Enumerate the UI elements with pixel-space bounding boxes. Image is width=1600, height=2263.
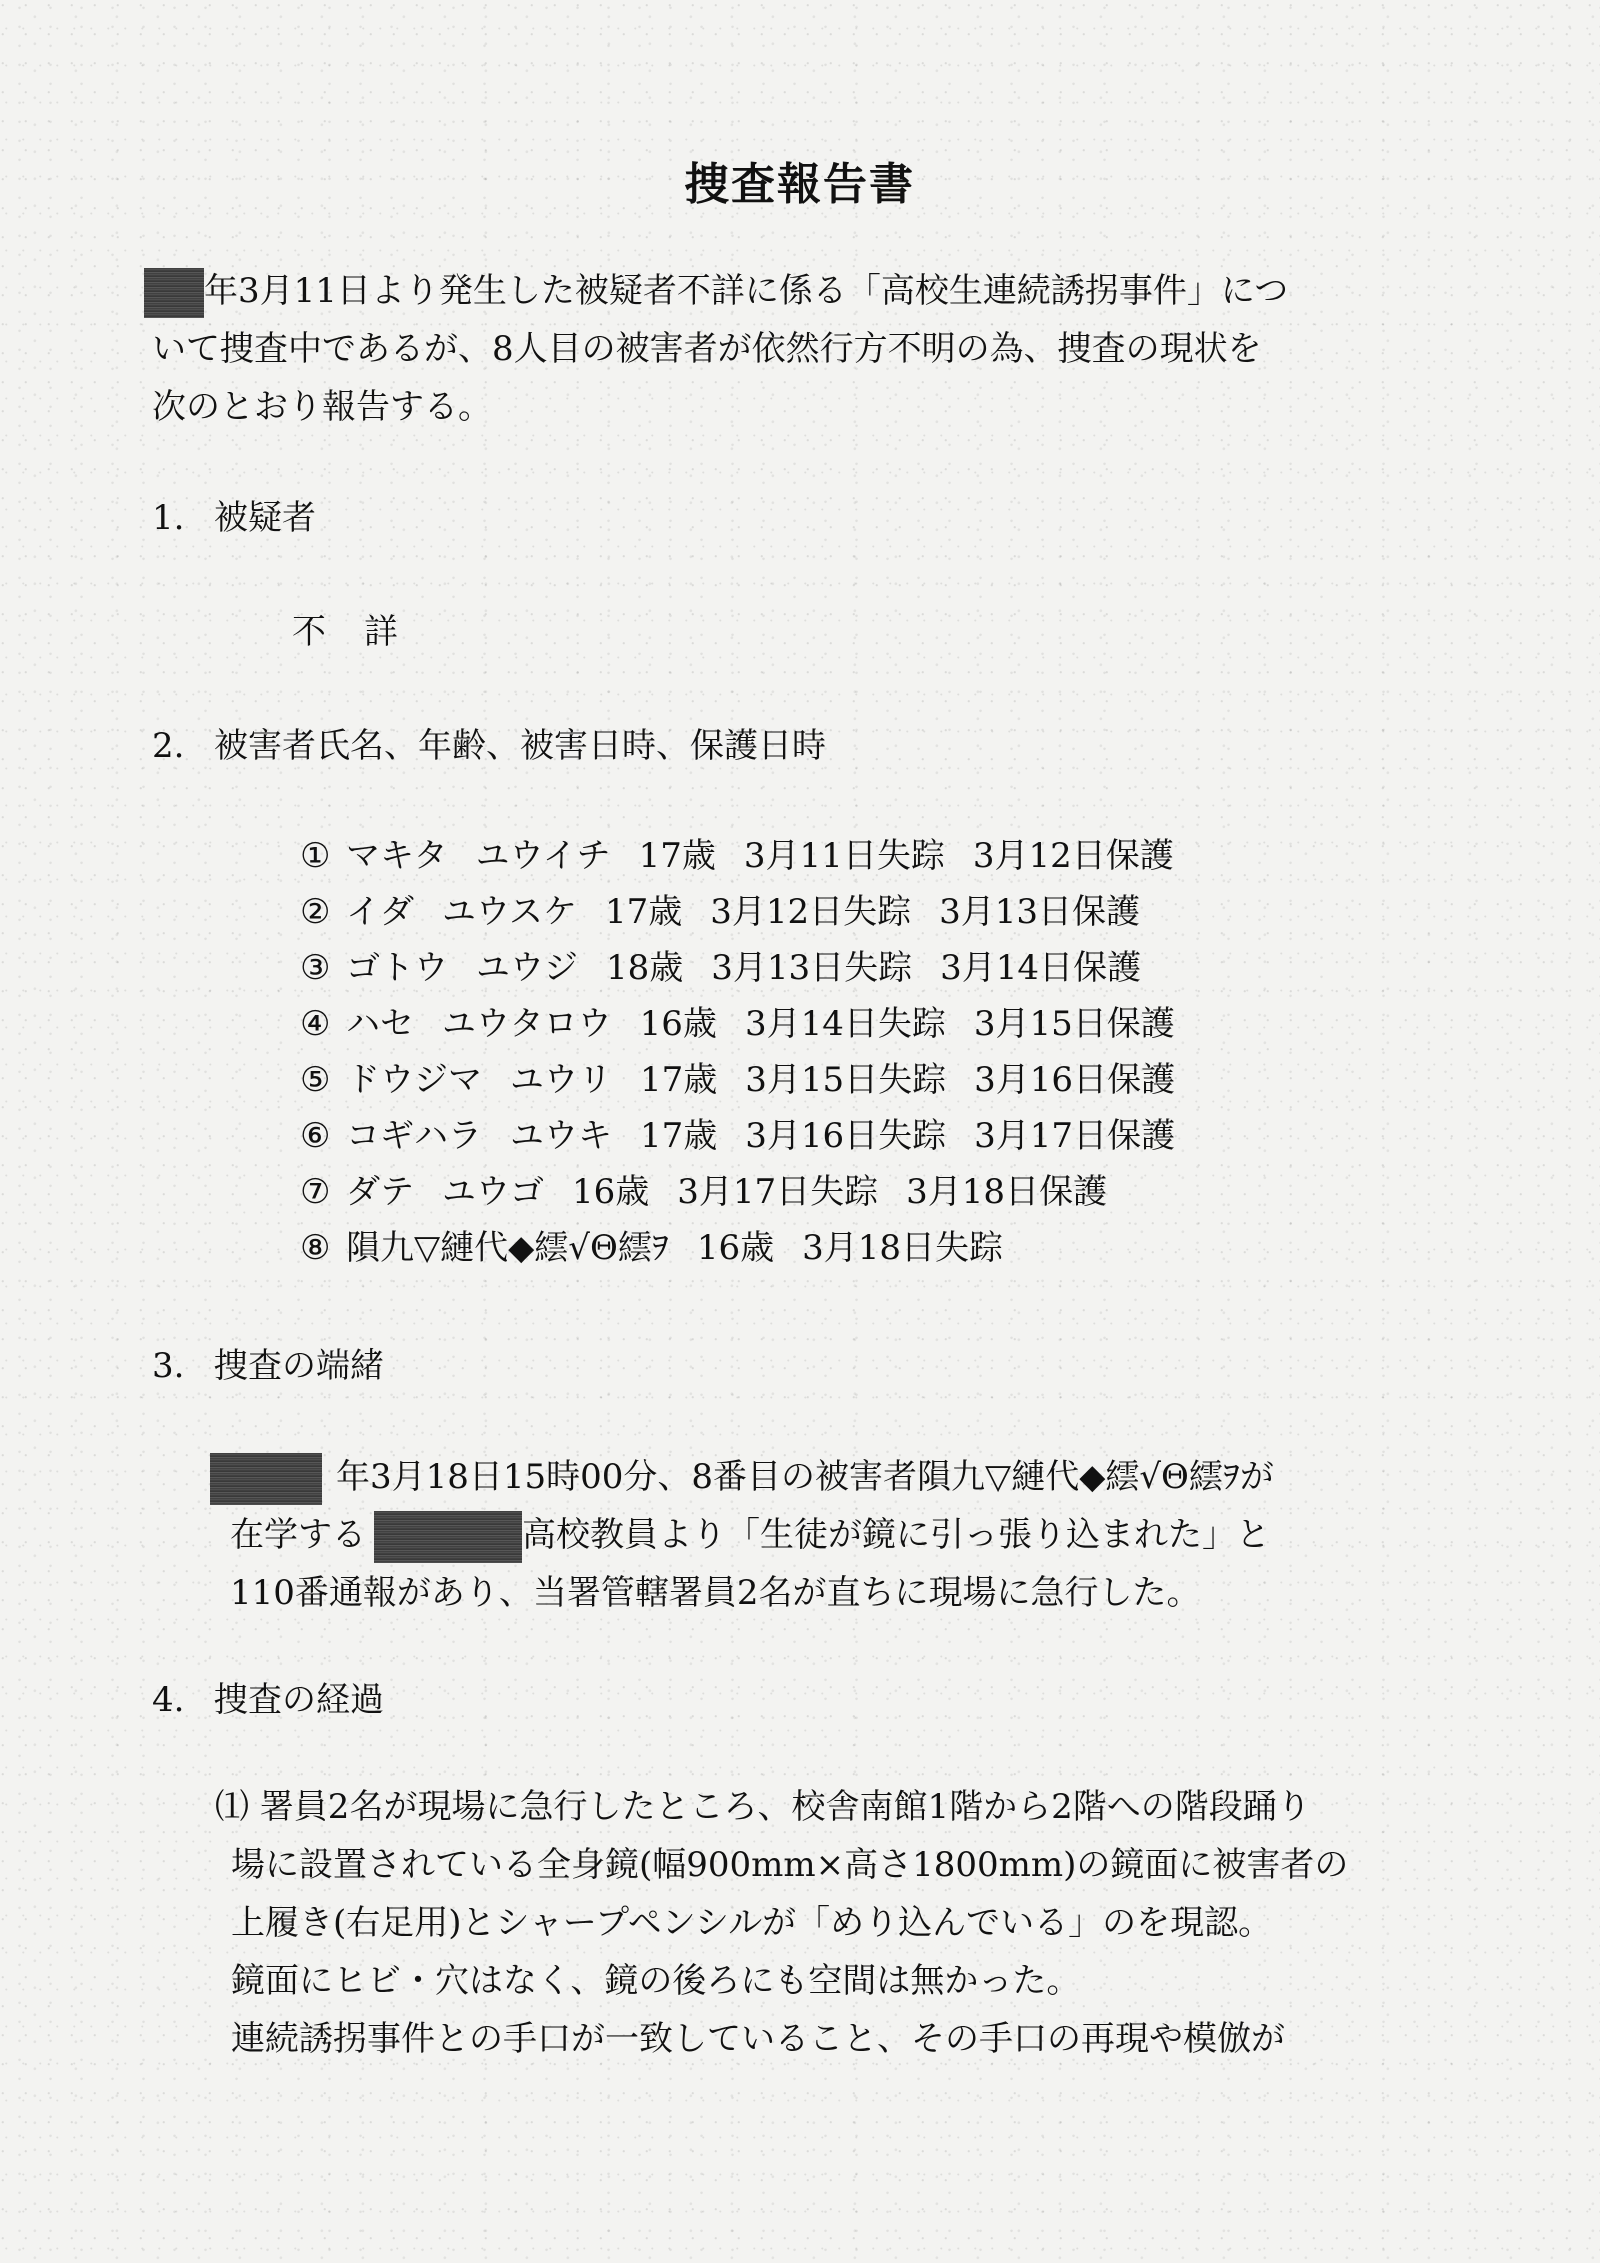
redaction-block [210, 1453, 322, 1505]
victim-given-name: ユウスケ [442, 892, 577, 932]
section-heading-suspect [152, 490, 316, 539]
origin-text: 在学する [230, 1515, 366, 1555]
victim-number: ③ [300, 948, 331, 988]
victim-surname: ハセ [346, 1004, 414, 1044]
progress-line: ⑴ 署員2名が現場に急行したところ、校舎南館1階から2階への階段踊り [215, 1787, 1311, 1827]
victim-row [300, 1108, 1175, 1164]
victim-rescued-date: 3月17日保護 [974, 1116, 1176, 1156]
victim-number: ④ [300, 1004, 331, 1044]
origin-line [210, 1448, 1274, 1506]
victim-number: ⑧ [300, 1228, 331, 1268]
redaction-block [374, 1511, 522, 1563]
victim-rescued-date: 3月18日保護 [906, 1172, 1108, 1212]
victim-age: 16歳 [639, 1004, 717, 1044]
victim-missing-date: 3月14日失踪 [744, 1004, 946, 1044]
victim-number: ② [300, 892, 331, 932]
progress-line: 場に設置されている全身鏡(幅900mm×高さ1800mm)の鏡面に被害者の [231, 1845, 1349, 1885]
victim-age: 16歳 [572, 1172, 650, 1212]
victim-age: 17歳 [640, 1116, 718, 1156]
victim-rescued-date: 3月15日保護 [973, 1004, 1175, 1044]
victim-rescued-date: 3月16日保護 [974, 1060, 1176, 1100]
victim-given-name: ユウゴ [442, 1172, 544, 1212]
victim-number: ⑦ [300, 1172, 331, 1212]
victim-number: ⑤ [300, 1060, 331, 1100]
victim-row [300, 828, 1175, 884]
victim-surname: ゴトウ [346, 948, 448, 988]
victim-age: 16歳 [696, 1228, 775, 1268]
victim-surname: ダテ [346, 1172, 414, 1212]
victim-row [300, 1052, 1175, 1108]
victim-surname: ドウジマ [346, 1060, 482, 1100]
section-title: 被疑者 [214, 498, 316, 538]
victim-missing-date: 3月16日失踪 [745, 1116, 947, 1156]
victim-surname: コギハラ [346, 1116, 482, 1156]
victim-row [300, 884, 1175, 940]
victim-row [300, 940, 1175, 996]
victim-age: 17歳 [638, 836, 716, 876]
progress-paragraph [215, 1778, 1348, 2068]
origin-paragraph [230, 1448, 1274, 1622]
origin-text: 高校教員より「生徒が鏡に引っ張り込まれた」と [522, 1515, 1270, 1555]
victim-rescued-date: 3月12日保護 [972, 836, 1174, 876]
section-heading-progress [152, 1672, 384, 1721]
victim-garbled-name: 隕九▽縺代◆繧√Θ繧ｦ [346, 1228, 669, 1268]
suspect-unknown: 不 詳 [292, 612, 400, 652]
victim-number: ① [300, 836, 331, 876]
intro-line: いて捜査中であるが、8人目の被害者が依然行方不明の為、捜査の現状を [152, 329, 1262, 369]
origin-line [230, 1506, 1274, 1564]
victim-given-name: ユウジ [476, 948, 578, 988]
victim-row [300, 1164, 1175, 1220]
victim-rescued-date: 3月14日保護 [940, 948, 1142, 988]
origin-text: 年3月18日15時00分、8番目の被害者隕九▽縺代◆繧√Θ繧ｦが [336, 1457, 1274, 1497]
victim-number: ⑥ [300, 1116, 331, 1156]
progress-line: 鏡面にヒビ・穴はなく、鏡の後ろにも空間は無かった。 [231, 1961, 1081, 2001]
victim-missing-date: 3月13日失踪 [711, 948, 913, 988]
victim-age: 17歳 [604, 892, 683, 932]
intro-text: 年3月11日より発生した被疑者不詳に係る「高校生連続誘拐事件」につ [204, 271, 1289, 311]
victim-surname: イダ [346, 892, 414, 932]
section-number: 4. [152, 1680, 185, 1720]
victim-list [300, 828, 1175, 1276]
victim-given-name: ユウリ [510, 1060, 612, 1100]
victim-given-name: ユウキ [510, 1116, 612, 1156]
victim-surname: マキタ [346, 836, 448, 876]
intro-line [152, 262, 1432, 320]
section-title: 捜査の端緒 [214, 1346, 384, 1386]
section-title: 捜査の経過 [214, 1680, 384, 1720]
victim-rescued-date: 3月13日保護 [939, 892, 1141, 932]
intro-line: 次のとおり報告する。 [152, 387, 492, 427]
section-number: 2. [152, 726, 185, 766]
victim-missing-date: 3月12日失踪 [710, 892, 912, 932]
origin-line: 110番通報があり、当署管轄署員2名が直ちに現場に急行した。 [230, 1573, 1201, 1613]
redaction-block [144, 268, 204, 318]
section-number: 1. [152, 498, 185, 538]
victim-given-name: ユウイチ [475, 836, 611, 876]
section-number: 3. [152, 1346, 185, 1386]
section-heading-victims [152, 718, 826, 767]
section-title: 被害者氏名、年齢、被害日時、保護日時 [214, 726, 826, 766]
section-heading-origin [152, 1338, 384, 1387]
victim-row [300, 1220, 1175, 1276]
victim-missing-date: 3月11日失踪 [743, 836, 945, 876]
victim-missing-date: 3月15日失踪 [745, 1060, 947, 1100]
victim-age: 18歳 [606, 948, 684, 988]
progress-line: 連続誘拐事件との手口が一致していること、その手口の再現や模倣が [231, 2019, 1285, 2059]
victim-age: 17歳 [640, 1060, 718, 1100]
progress-line: 上履き(右足用)とシャープペンシルが「めり込んでいる」のを現認。 [231, 1903, 1273, 1943]
victim-missing-date: 3月17日失踪 [677, 1172, 879, 1212]
victim-missing-date: 3月18日失踪 [802, 1228, 1004, 1268]
victim-row [300, 996, 1175, 1052]
intro-paragraph [152, 262, 1432, 436]
document-title: 捜査報告書 [685, 159, 915, 210]
victim-given-name: ユウタロウ [442, 1004, 612, 1044]
